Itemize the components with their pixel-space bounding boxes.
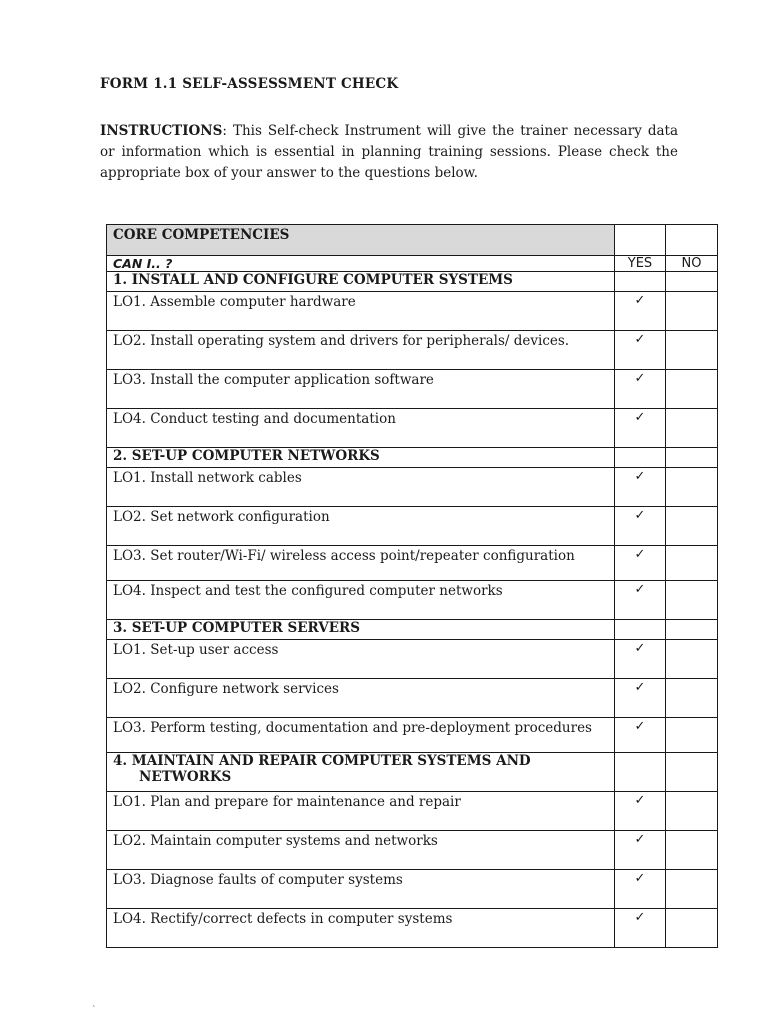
learning-outcome-text: LO4. Inspect and test the configured computer networks [107,581,615,620]
yes-checkbox-cell[interactable] [615,640,666,679]
checkmark-icon: ✓ [634,332,646,347]
learning-outcome-text: LO4. Conduct testing and documentation [107,409,615,448]
table-row [107,640,718,679]
table-row [107,792,718,831]
checkmark-icon: ✓ [634,832,646,847]
no-checkbox-cell[interactable] [666,292,718,331]
can-i-label: CAN I.. ? [107,256,615,272]
checkmark-icon: ✓ [634,582,646,597]
self-assessment-table [106,224,718,948]
table-row [107,292,718,331]
no-checkbox-cell[interactable] [666,640,718,679]
checkmark-icon: ✓ [634,719,646,734]
table-row [107,331,718,370]
no-checkbox-cell[interactable] [666,679,718,718]
learning-outcome-text: LO2. Maintain computer systems and networks [107,831,615,870]
learning-outcome-text: LO4. Rectify/correct defects in computer systems [107,909,615,948]
table-row [107,409,718,448]
no-checkbox-cell[interactable] [666,468,718,507]
form-title: FORM 1.1 SELF-ASSESSMENT CHECK [100,76,399,92]
section-yes-cell [615,753,666,792]
header-blank-yes [615,225,666,256]
question-row [107,256,718,272]
section-row [107,272,718,292]
table-row [107,718,718,753]
checkmark-icon: ✓ [634,680,646,695]
section-title-text: 4. MAINTAIN AND REPAIR COMPUTER SYSTEMS AND [113,753,531,769]
stray-mark: ˋ [92,1006,97,1016]
learning-outcome-text: LO1. Set-up user access [107,640,615,679]
learning-outcome-text: LO2. Install operating system and drivers for peripherals/ devices. [107,331,615,370]
checkmark-icon: ✓ [634,547,646,562]
instructions-paragraph [100,121,678,184]
instructions-text: : This Self-check Instrument will give the trainer necessary data or information which is essential in planning training sessions. Please check the appropriate box of your answer to the questions below. [100,123,678,181]
no-checkbox-cell[interactable] [666,507,718,546]
checkmark-icon: ✓ [634,910,646,925]
checkmark-icon: ✓ [634,641,646,656]
header-blank-no [666,225,718,256]
section-yes-cell [615,272,666,292]
checkmark-icon: ✓ [634,508,646,523]
learning-outcome-text: LO3. Perform testing, documentation and pre-deployment procedures [107,718,615,753]
section-title [107,448,615,468]
section-title [107,620,615,640]
no-checkbox-cell[interactable] [666,718,718,753]
section-title-text: 2. SET-UP COMPUTER NETWORKS [113,448,380,464]
checkmark-icon: ✓ [634,793,646,808]
yes-checkbox-cell[interactable] [615,331,666,370]
no-checkbox-cell[interactable] [666,409,718,448]
table-row [107,831,718,870]
yes-checkbox-cell[interactable] [615,581,666,620]
yes-checkbox-cell[interactable] [615,507,666,546]
yes-checkbox-cell[interactable] [615,409,666,448]
learning-outcome-text: LO1. Plan and prepare for maintenance and repair [107,792,615,831]
no-checkbox-cell[interactable] [666,546,718,581]
table-row [107,468,718,507]
yes-checkbox-cell[interactable] [615,909,666,948]
no-checkbox-cell[interactable] [666,909,718,948]
checkmark-icon: ✓ [634,371,646,386]
yes-checkbox-cell[interactable] [615,718,666,753]
table-row [107,909,718,948]
core-competencies-header: CORE COMPETENCIES [107,225,615,256]
table-row [107,546,718,581]
section-row [107,620,718,640]
learning-outcome-text: LO2. Configure network services [107,679,615,718]
yes-checkbox-cell[interactable] [615,679,666,718]
table-header-row [107,225,718,256]
yes-checkbox-cell[interactable] [615,370,666,409]
no-checkbox-cell[interactable] [666,831,718,870]
checkmark-icon: ✓ [634,871,646,886]
section-no-cell [666,620,718,640]
section-title-text: 1. INSTALL AND CONFIGURE COMPUTER SYSTEMS [113,272,513,288]
checkmark-icon: ✓ [634,410,646,425]
instructions-label: INSTRUCTIONS [100,123,223,139]
checkmark-icon: ✓ [634,293,646,308]
section-title [107,272,615,292]
section-yes-cell [615,448,666,468]
no-column-header: NO [666,256,718,272]
section-no-cell [666,448,718,468]
yes-checkbox-cell[interactable] [615,292,666,331]
section-title [107,753,615,792]
yes-checkbox-cell[interactable] [615,468,666,507]
no-checkbox-cell[interactable] [666,792,718,831]
learning-outcome-text: LO3. Set router/Wi-Fi/ wireless access point/repeater configuration [107,546,615,581]
section-row [107,753,718,792]
learning-outcome-text: LO1. Install network cables [107,468,615,507]
learning-outcome-text: LO1. Assemble computer hardware [107,292,615,331]
table-row [107,581,718,620]
section-title-text: 3. SET-UP COMPUTER SERVERS [113,620,361,636]
yes-checkbox-cell[interactable] [615,831,666,870]
yes-checkbox-cell[interactable] [615,792,666,831]
no-checkbox-cell[interactable] [666,370,718,409]
learning-outcome-text: LO3. Diagnose faults of computer systems [107,870,615,909]
section-no-cell [666,272,718,292]
section-no-cell [666,753,718,792]
no-checkbox-cell[interactable] [666,581,718,620]
table-row [107,870,718,909]
yes-checkbox-cell[interactable] [615,870,666,909]
learning-outcome-text: LO3. Install the computer application software [107,370,615,409]
table-row [107,370,718,409]
table-row [107,507,718,546]
yes-checkbox-cell[interactable] [615,546,666,581]
yes-column-header: YES [615,256,666,272]
section-yes-cell [615,620,666,640]
section-title-continuation: NETWORKS [139,769,232,785]
no-checkbox-cell[interactable] [666,331,718,370]
section-row [107,448,718,468]
learning-outcome-text: LO2. Set network configuration [107,507,615,546]
table-row [107,679,718,718]
no-checkbox-cell[interactable] [666,870,718,909]
checkmark-icon: ✓ [634,469,646,484]
